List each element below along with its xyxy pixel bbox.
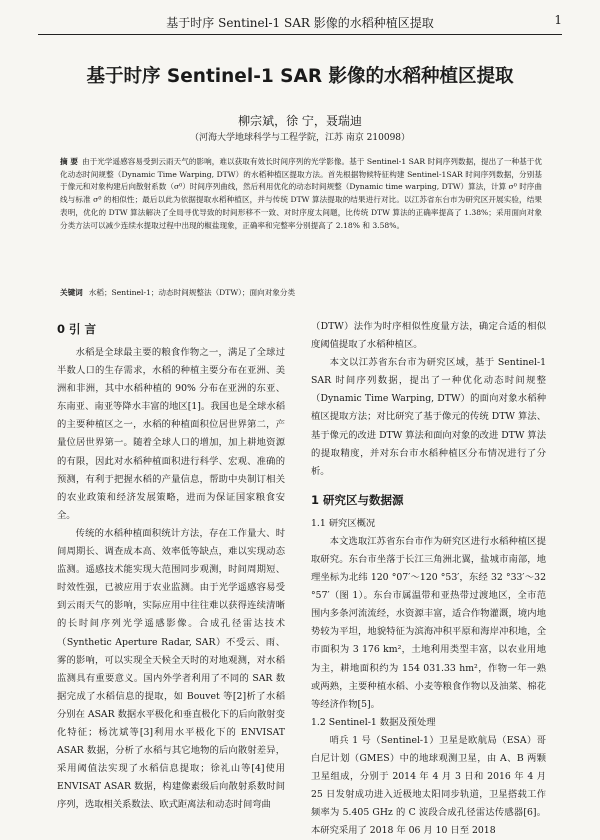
body-paragraph: 哨兵 1 号（Sentinel-1）卫星是欧航局（ESA）哥白尼计划（GMES）中的地球观测卫星，由 A、B 两颗卫星组成，分别于 2014 年 4 月 3 日和 2016 年 4 月 25 日发射成功进入近极地太阳同步轨道，卫星搭载工作频率为 5.405 GHz 的 C 波段合成孔径雷达传感器[6]。本研究采用了 2018 年 06 月 10 日至 2018: [311, 734, 546, 837]
body-paragraph: 本文选取江苏省东台市作为研究区进行水稻种植区提取研究。东台市坐落于长江三角洲北翼，盐城市南部，地理坐标为北纬 120 °07′～120 °53′，东经 32 °33′～32 °57′（图 1）。东台市属温带和亚热带过渡地区，全市范围内多条河流流经，水资源丰富，适合作物灌溉，境内地势较为平坦，地貌特征为滨海冲积平原和海岸冲积地，全市面积为 3 176 km²，土地利用类型丰富，以农业用地为主，耕地面积约为 154 031.33 hm²，作物一年一熟或两熟，主要种植水稻、小麦等粮食作物以及油菜、棉花等经济作物[5]。: [311, 535, 546, 710]
body-paragraph: 本文以江苏省东台市为研究区域，基于 Sentinel-1 SAR 时间序列数据，提出了一种优化动态时间规整（Dynamic Time Warping, DTW）的面向对象水稻种植区提取方法；对比研究了基于像元的传统 DTW 算法、基于像元的改进 DTW 算法和面向对象的改进 DTW 算法的提取精度，并对东台市水稻种植区分布情况进行了分析。: [311, 357, 546, 477]
left-column: [57, 318, 285, 814]
paper-title: 基于时序 Sentinel-1 SAR 影像的水稻种植区提取: [86, 66, 514, 87]
paper-affiliation: （河海大学地球科学与工程学院，江苏 南京 210098）: [189, 133, 411, 143]
abstract-text: 由于光学遥感容易受到云雨天气的影响，难以获取有效长时间序列的光学影像。基于 Sentinel-1 SAR 时间序列数据，提出了一种基于优化动态时间规整（Dynamic Time Warping, DTW）的水稻种植区提取方法。首先根据物候特征构建 Sentinel-1SAR 时间序列数据，分别基于像元和对象构建后向散射系数（σ⁰）时间序列曲线，然后利用优化的动态时间规整（Dynamic time warping, DTW）算法，计算 σ⁰ 时序曲线与标准 σ⁰ 的相似性；最后以此为依据提取水稻种植区，并与传统 DTW 算法提取的结果进行对比。以江苏省东台市为研究区开展实验，结果表明，优化的 DTW 算法解决了全局寻优导致的时间形移不一致、对时序度太间题，比传统 DTW 算法的正确率提高了 1.38%；采用面向对象分类方法可以减少连续水提取过程中出现的椒盐现象，正确率和完整率分别提高了 2.18% 和 3.58%。: [60, 157, 542, 230]
body-paragraph: （DTW）法作为时序相似性度量方法，确定合适的相似度阈值提取了水稻种植区。: [311, 321, 546, 351]
subsection-heading-study-area: 1.1 研究区概况: [311, 517, 376, 529]
body-paragraph: 水稻是全球最主要的粮食作物之一，满足了全球过半数人口的生存需求，水稻的种植主要分布在亚洲、美洲和非洲，其中水稻种植的 90% 分布在亚洲的东亚、东南亚、南亚等降水丰富的地区[1]。我国也是全球水稻的主要种植区之一，水稻的种植面积位居世界第二，产量位居世界第一。随着全球人口的增加，加上耕地资源的有限，因此对水稻种植面积进行科学、宏观、准确的预测，有利于把握水稻的产量信息，帮助中央制订相关的农业政策和经济发展策略，进而为保证国家粮食安全。: [57, 347, 285, 521]
page-number: 1: [554, 13, 562, 27]
abstract-label: 摘 要: [60, 157, 78, 166]
body-paragraph: 传统的水稻种植面积统计方法，存在工作量大、时间周期长、调查成本高、效率低等缺点，难以实现动态监测。遥感技术能实现大范围同步观测，时间周期短、时效性强，已被应用于农业监测。由于光学遥感容易受到云雨天气的影响，实际应用中往往难以获得连续清晰的长时间序列光学遥感影像。合成孔径雷达技术（Synthetic Aperture Radar, SAR）不受云、雨、雾的影响，可以实现全天候全天时的对地观测，对水稻监测具有重要意义。国内外学者利用了不同的 SAR 数据完成了水稻信息的提取，如 Bouvet 等[2]析了水稻分别在 ASAR 数据水平极化和垂直极化下的后向散射变化特征；杨沈斌等[3]利用水平极化下的 ENVISAT ASAR 数据，分析了水稻与其它地物的后向散射差异，采用阈值法实现了水稻信息提取；徐礼山等[4]使用 ENVISAT ASAR 数据，构建像素级后向散射系数时间序列，选取相关系数法、欧式距离法和动态时间弯曲: [57, 527, 285, 811]
keywords-label: 关键词: [60, 288, 83, 297]
keywords-block: [60, 287, 542, 298]
section-heading-introduction: 0 引 言: [57, 322, 97, 336]
paper-authors: 柳宗斌，徐 宁，聂瑞迪: [238, 114, 362, 128]
keywords-text: 水稻；Sentinel-1；动态时间规整法（DTW）；面向对象分类: [88, 288, 296, 297]
section-heading-study-area: 1 研究区与数据源: [311, 492, 404, 507]
right-column: [311, 318, 546, 840]
subsection-heading-sentinel-data: 1.2 Sentinel-1 数据及预处理: [311, 716, 436, 728]
running-header: [38, 10, 562, 35]
abstract-block: [60, 156, 542, 232]
running-title: 基于时序 Sentinel-1 SAR 影像的水稻种植区提取: [166, 15, 434, 30]
